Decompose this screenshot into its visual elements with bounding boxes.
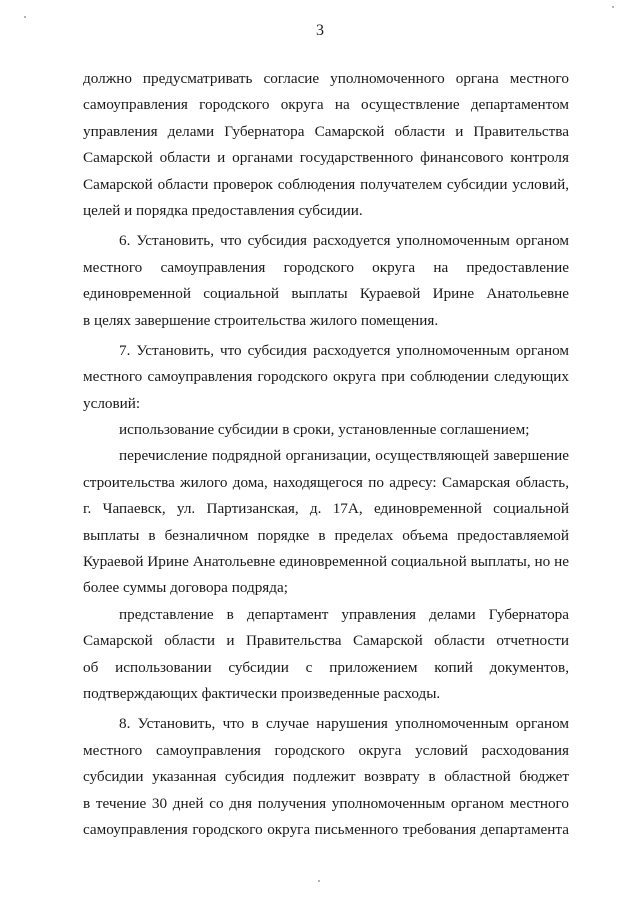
text-line: г. Чапаевск, ул. Партизанская, д. 17А, единовременной социальной [83,500,569,518]
text-line: единовременной социальной выплаты Кураевой Ирине Анатольевне [83,285,569,303]
text-line: самоуправления городского округа на осуществление департаментом [83,96,569,114]
paragraph-8-start: 8. Установить, что в случае нарушения уполномоченным органом [119,715,569,733]
text-line: самоуправления городского округа письменного требования департамента [83,820,569,838]
condition-item: перечисление подрядной организации, осуществляющей завершение [119,447,569,465]
text-line: местного самоуправления городского округа на предоставление [83,258,569,276]
text-line: строительства жилого дома, находящегося по адресу: Самарская область, [83,473,569,491]
condition-item: представление в департамент управления делами Губернатора [119,605,569,623]
page-number: 3 [316,22,324,39]
scan-speck [318,880,320,882]
text-line: Самарской области и органами государственного финансового контроля [83,149,569,167]
text-line: более суммы договора подряда; [83,579,288,597]
scan-speck [24,16,26,18]
text-line: целей и порядка предоставления субсидии. [83,201,363,219]
text-line: Самарской области и Правительства Самарской области отчетности [83,632,569,650]
condition-item: использование субсидии в сроки, установленные соглашением; [119,421,530,439]
text-line: условий: [83,394,141,412]
text-line: должно предусматривать согласие уполномоченного органа местного [83,70,569,87]
text-line: Самарской области проверок соблюдения получателем субсидии условий, [83,175,569,193]
text-line: выплаты в безналичном порядке в пределах объема предоставляемой [83,526,569,544]
text-line: подтверждающих фактически произведенные расходы. [83,684,441,702]
text-line: управления делами Губернатора Самарской области и Правительства [83,122,569,140]
scan-speck [612,6,614,8]
text-line: местного самоуправления городского округа условий расходования [83,741,569,759]
text-line: в целях завершение строительства жилого помещения. [83,311,439,329]
paragraph-6-start: 6. Установить, что субсидия расходуется уполномоченным органом [119,232,569,250]
document-body [83,66,569,843]
text-line: Кураевой Ирине Анатольевне единовременной социальной выплаты, но не [83,553,569,571]
text-line: в течение 30 дней со дня получения уполномоченным органом местного [83,794,569,812]
text-line: об использовании субсидии с приложением копий документов, [83,658,569,676]
paragraph-7-start: 7. Установить, что субсидия расходуется уполномоченным органом [119,341,569,359]
text-line: местного самоуправления городского округа при соблюдении следующих [83,368,569,386]
text-line: субсидии указанная субсидия подлежит возврату в областной бюджет [83,768,569,786]
